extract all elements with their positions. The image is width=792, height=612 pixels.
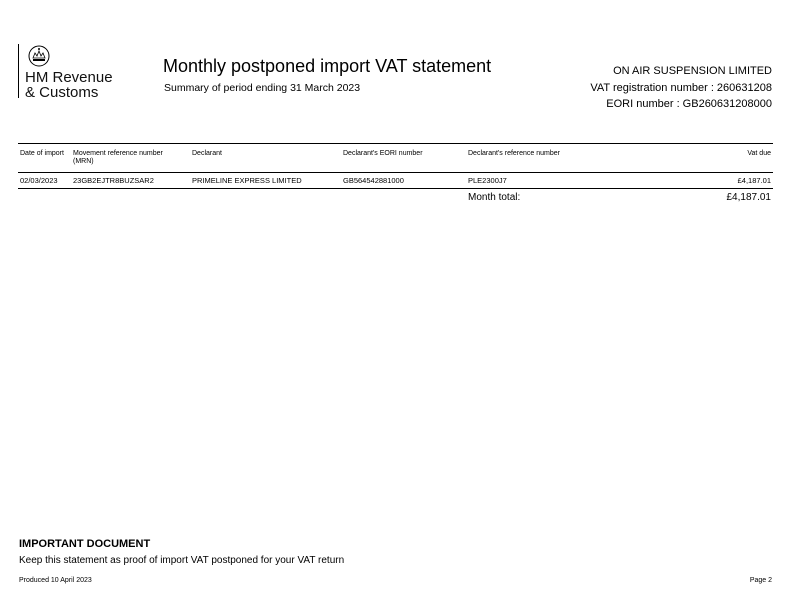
header-declarant-eori: Declarant's EORI number <box>343 150 423 157</box>
header-declarant-reference: Declarant's reference number <box>468 150 560 157</box>
page-title: Monthly postponed import VAT statement <box>163 56 492 76</box>
month-total-value: £4,187.01 <box>726 192 771 203</box>
header-date-of-import: Date of import <box>20 150 64 157</box>
eori-number: EORI number : GB260631208000 <box>606 98 772 110</box>
row-vat-due: £4,187.01 <box>737 176 771 185</box>
hmrc-logo <box>18 44 138 104</box>
row-declarant-eori: GB564542881000 <box>343 176 404 185</box>
crown-crest-icon <box>26 44 54 70</box>
header-mrn: Movement reference number (MRN) <box>73 150 163 165</box>
header-declarant: Declarant <box>192 150 222 157</box>
page-number: Page 2 <box>749 577 772 584</box>
logo-text-line2: & Customs <box>25 84 99 101</box>
produced-date: Produced 10 April 2023 <box>19 577 92 584</box>
company-details <box>590 63 772 113</box>
table-top-rule <box>18 143 773 144</box>
logo-divider <box>18 44 19 98</box>
vat-registration-number: VAT registration number : 260631208 <box>590 81 772 94</box>
company-name: ON AIR SUSPENSION LIMITED <box>613 65 772 77</box>
period-subtitle: Summary of period ending 31 March 2023 <box>164 82 361 94</box>
row-declarant: PRIMELINE EXPRESS LIMITED <box>192 176 302 185</box>
table-bottom-rule <box>18 188 773 189</box>
table-header-rule <box>18 172 773 173</box>
row-date-of-import: 02/03/2023 <box>20 176 58 185</box>
header-vat-due: Vat due <box>747 150 771 157</box>
row-declarant-reference: PLE2300J7 <box>468 176 507 185</box>
row-mrn: 23GB2EJTR8BUZSAR2 <box>73 176 154 185</box>
month-total-label: Month total: <box>468 192 521 203</box>
logo-text-line1: HM Revenue <box>25 69 113 86</box>
important-heading: IMPORTANT DOCUMENT <box>19 538 151 550</box>
important-note: Keep this statement as proof of import VAT postponed for your VAT return <box>19 555 345 566</box>
